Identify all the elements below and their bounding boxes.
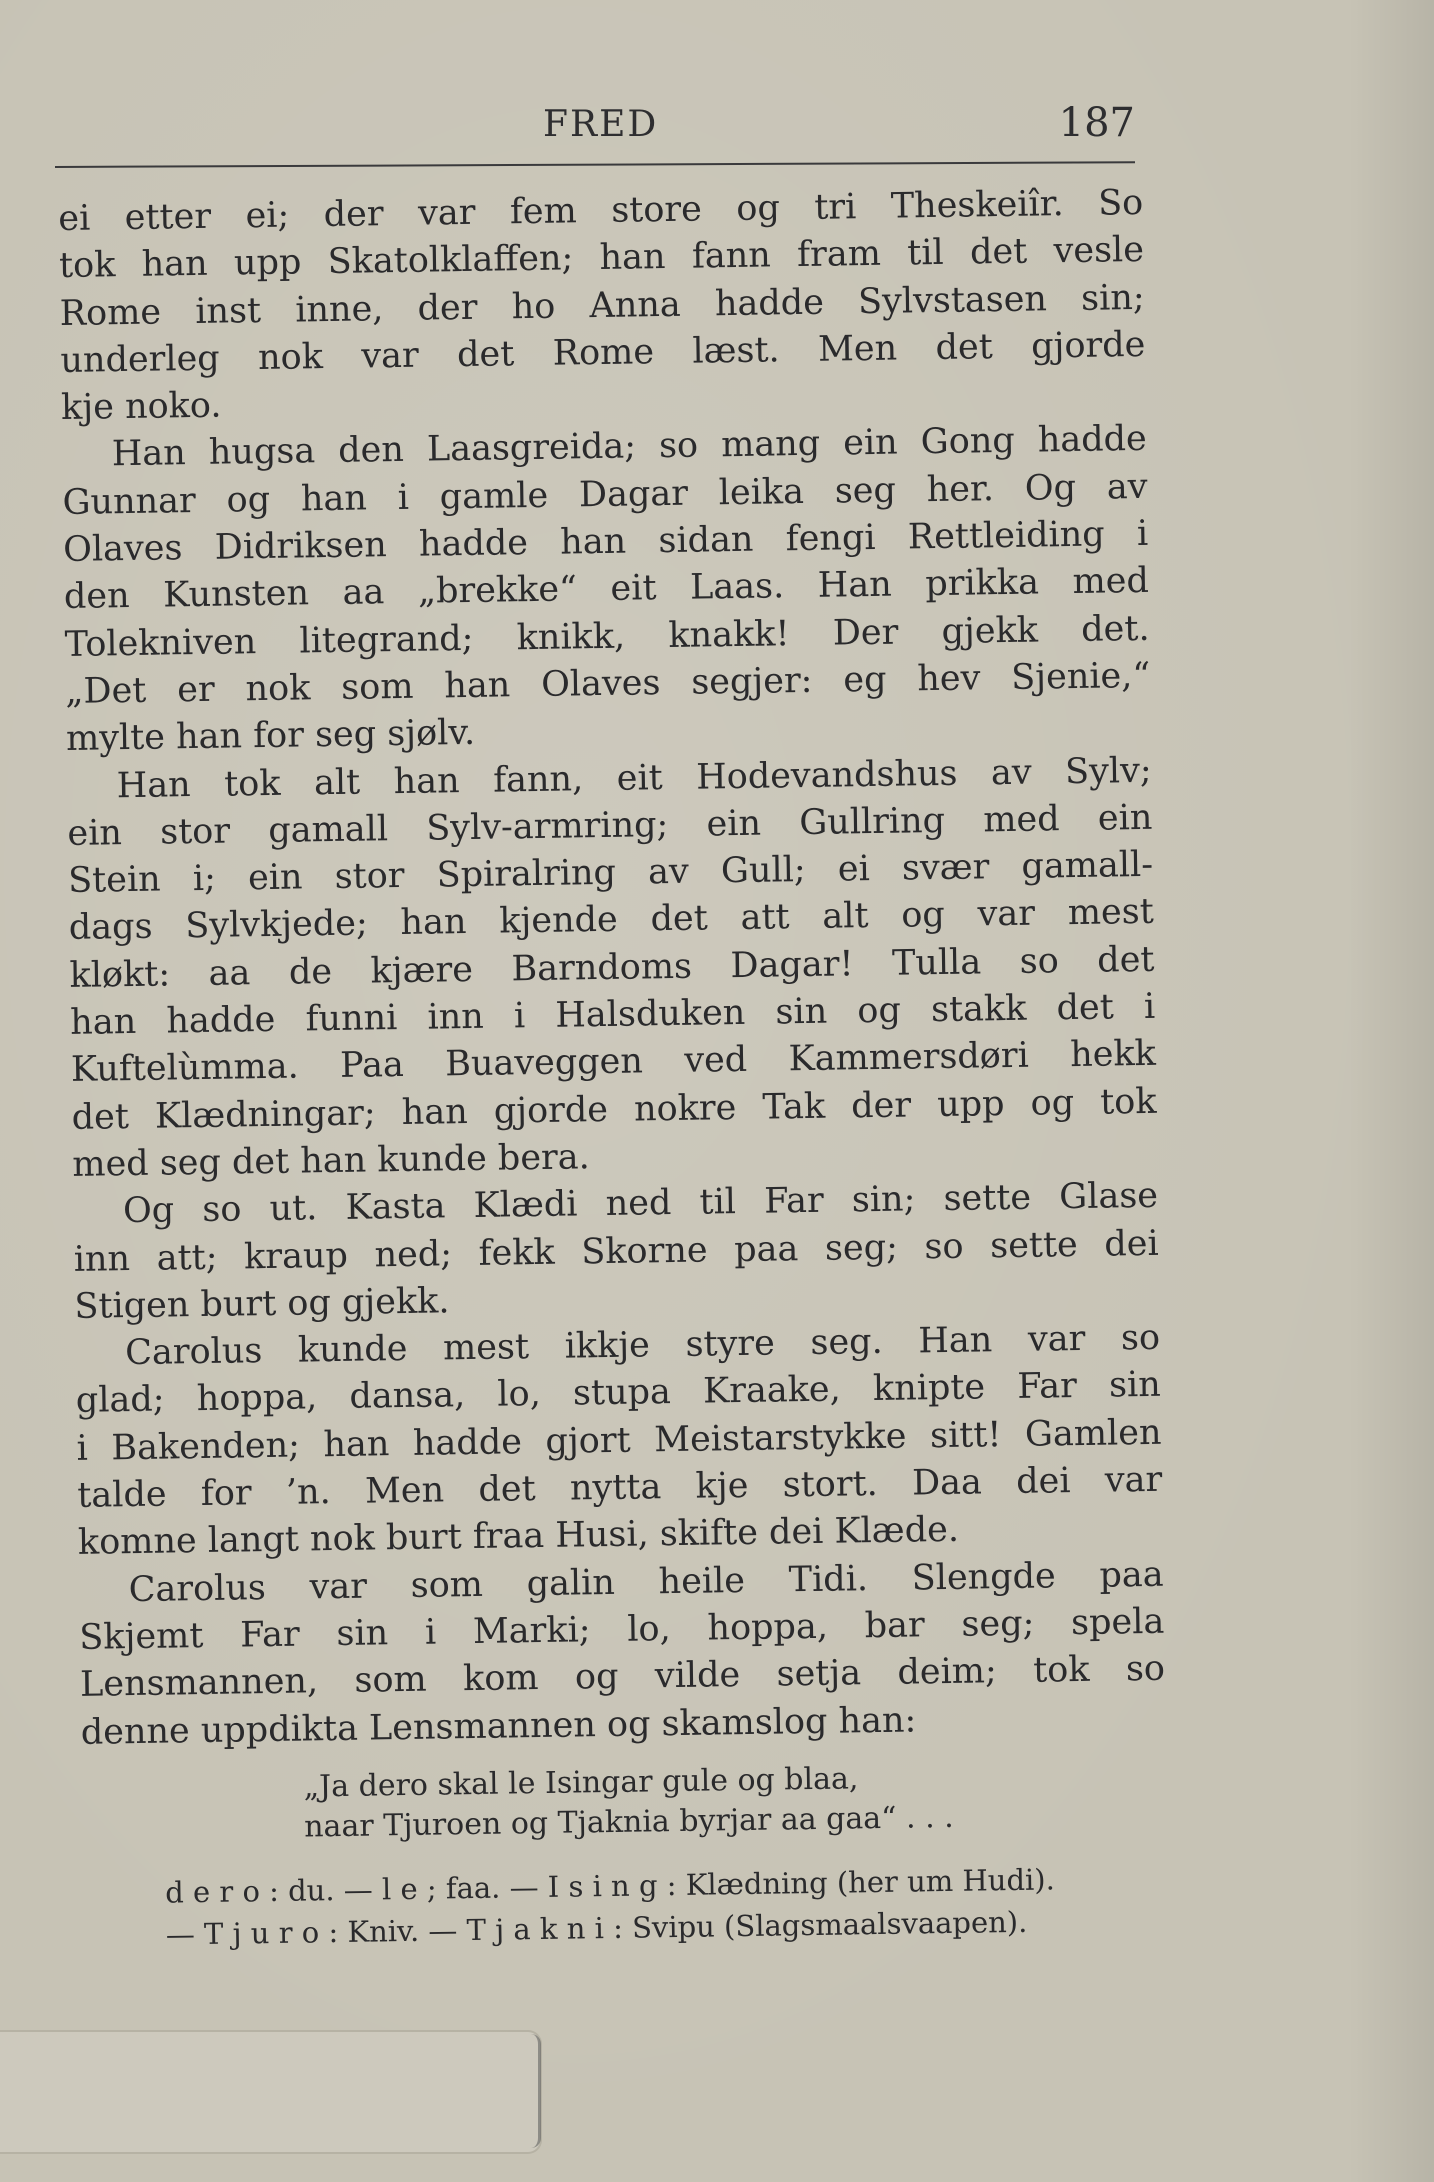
text-lines (58, 180, 1181, 1757)
text-line: kløkt: aa de kjære Barndoms Dagar! Tulla so det (69, 939, 1155, 996)
body-text (58, 180, 1184, 1957)
verse-line: „Ja dero skal le Isingar gule og blaa, (303, 1761, 859, 1805)
text-line: ein stor gamall Sylv-armring; ein Gullring med ein (67, 797, 1153, 854)
footnote-line: — T j u r o : Kniv. — T j a k n i : Svipu (Slagsmaalsvaapen). (165, 1904, 1028, 1952)
verse-quote (81, 1754, 1182, 1850)
text-line: Olaves Didriksen hadde han sidan fengi Rettleiding i (62, 513, 1149, 571)
text-line: glad; hoppa, dansa, lo, stupa Kraake, knipte Far sin (75, 1365, 1162, 1422)
text-line: han hadde funni inn i Halsduken sin og stakk det i (69, 986, 1156, 1043)
text-line: „Det er nok som han Olaves segjer: eg hev Sjenie,“ (65, 655, 1151, 712)
text-line: kje noko. (60, 385, 222, 429)
page-number: 187 (1058, 100, 1135, 146)
footnote-line: d e r o : du. — l e ; faa. — I s i n g : Klædning (her um Hudi). (164, 1862, 1056, 1910)
stamp-edge (528, 2034, 541, 2148)
text-line: denne uppdikta Lensmannen og skamslog han: (80, 1699, 917, 1753)
text-line: Skjemt Far sin i Marki; lo, hoppa, bar seg; spela (79, 1601, 1165, 1658)
text-line: inn att; kraup ned; fekk Skorne paa seg; so sette dei (73, 1223, 1159, 1280)
text-line: Han tok alt han fann, eit Hodevandshus av Sylv; (116, 750, 1152, 806)
text-line: Kuftelùmma. Paa Buaveggen ved Kammersdøri hekk (70, 1034, 1157, 1091)
text-line: Carolus kunde mest ikkje styre seg. Han var so (124, 1317, 1161, 1374)
text-line: dags Sylvkjede; han kjende det att alt og var mest (68, 892, 1155, 949)
text-line: underleg nok var det Rome læst. Men det gjorde (60, 324, 1146, 381)
text-line: Stigen burt og gjekk. (74, 1281, 450, 1327)
text-line: ei etter ei; der var fem store og tri Theskeiîr. So (58, 182, 1144, 239)
verse-line: naar Tjuroen og Tjaknia byrjar aa gaa“ . . . (303, 1799, 954, 1845)
text-line: den Kunsten aa „brekke“ eit Laas. Han prikka med (63, 561, 1150, 618)
text-line: talde for ’n. Men det nytta kje stort. Daa dei var (76, 1459, 1163, 1516)
footnote (83, 1856, 1184, 1956)
text-line: Carolus var som galin heile Tidi. Slengde paa (128, 1554, 1164, 1610)
text-line: komne langt nok burt fraa Husi, skifte dei Klæde. (77, 1510, 960, 1564)
text-line: mylte han for seg sjølv. (65, 713, 476, 760)
text-line: Og so ut. Kasta Klædi ned til Far sin; sette Glase (122, 1176, 1159, 1232)
text-line: med seg det han kunde bera. (72, 1137, 591, 1185)
text-line: det Klædningar; han gjorde nokre Tak der upp og tok (71, 1081, 1157, 1138)
text-line: Gunnar og han i gamle Dagar leika seg her. Og av (62, 466, 1148, 523)
library-stamp-mark (0, 2030, 542, 2154)
text-line: Stein i; ein stor Spiralring av Gull; ei svær gamall- (67, 844, 1154, 902)
text-line: i Bakenden; han hadde gjort Meistarstykke sitt! Gamlen (76, 1412, 1162, 1469)
text-line: Tolekniven litegrand; knikk, knakk! Der gjekk det. (64, 608, 1150, 665)
page-header (55, 100, 1135, 172)
running-title: FRED (543, 104, 659, 145)
text-line: Han hugsa den Laasgreida; so mang ein Gong hadde (111, 419, 1148, 475)
text-line: tok han upp Skatolklaffen; han fann fram til det vesle (58, 230, 1145, 287)
text-line: Rome inst inne, der ho Anna hadde Sylvstasen sin; (59, 277, 1145, 334)
header-rule (55, 161, 1135, 168)
text-line: Lensmannen, som kom og vilde setja deim; tok so (79, 1648, 1166, 1706)
